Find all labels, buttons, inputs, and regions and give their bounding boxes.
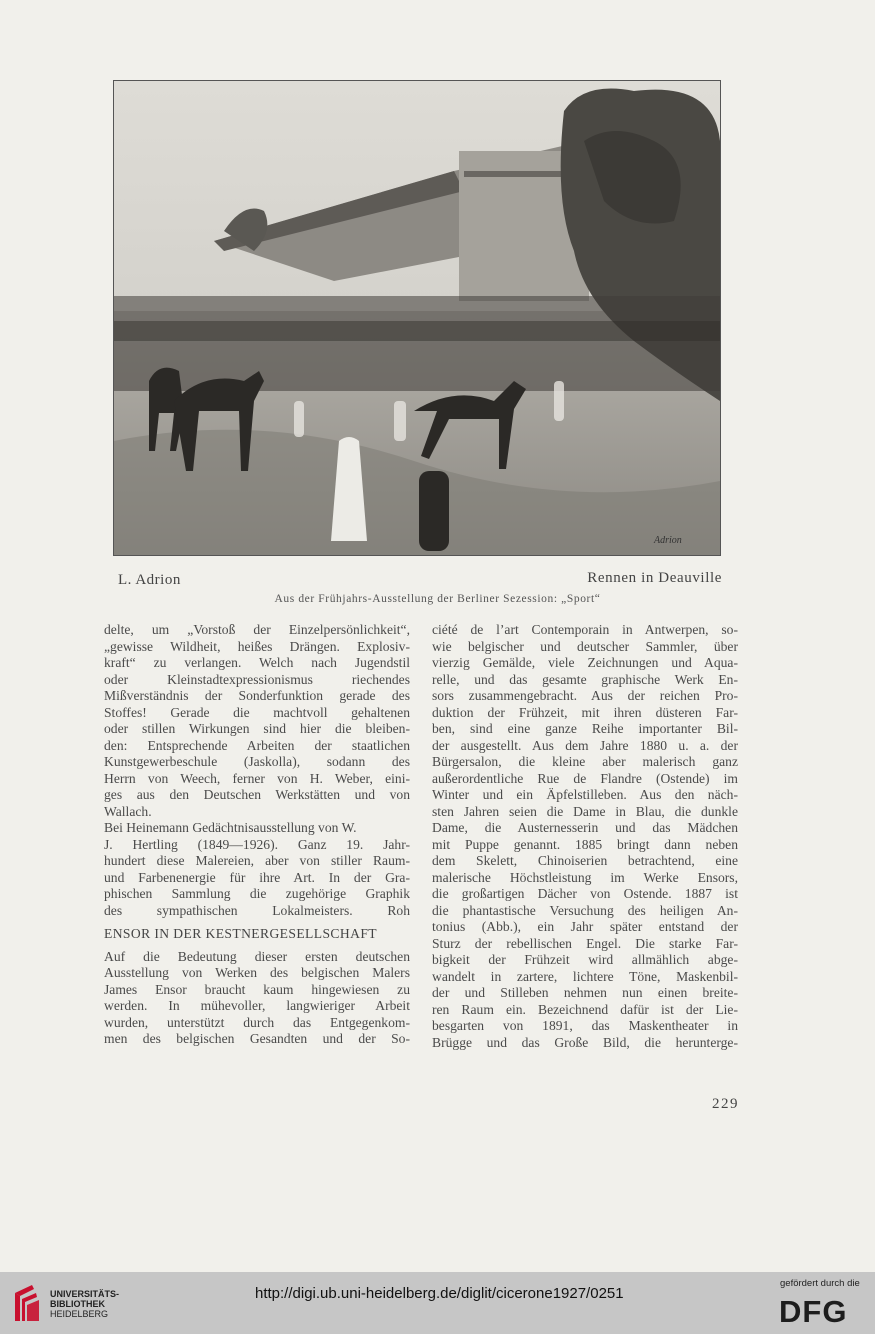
text-line: wurden, unterstützt durch das Entgegenkom- [104, 1014, 410, 1030]
funding-note: gefördert durch die [780, 1278, 860, 1289]
figure-caption: Aus der Frühjahrs-Ausstellung der Berliner Sezession: „Sport“ [274, 593, 601, 605]
text-line: Wallach. [104, 803, 152, 819]
text-line: bigkeit der Frühzeit wird allmählich abge- [432, 952, 738, 967]
permalink-url[interactable]: http://digi.ub.uni-heidelberg.de/diglit/cicerone1927/0251 [255, 1285, 624, 1302]
text-line: und Farbenenergie für ihre Art. In der Gra- [104, 869, 410, 885]
text-line: kraft“ zu verlangen. Welch nach Jugendstil [104, 655, 410, 670]
text-line: James Ensor braucht kaum hingewiesen zu [104, 981, 410, 997]
text-line: malerische Höchstleistung im Werke Ensors, [432, 869, 738, 885]
university-library-logo-icon [12, 1281, 42, 1325]
text-line: hundert diese Malereien, aber von stiller Raum- [104, 853, 410, 868]
text-line: duktion der Frühzeit, mit ihren düsteren Far- [432, 704, 738, 720]
text-line: phischen Sammlung die zugehörige Graphik [104, 886, 410, 901]
viewer-footer [0, 1272, 875, 1334]
text-line: oder stillen Wirkungen sind hier die bleiben- [104, 721, 410, 736]
text-line: „gewisse Wildheit, heißes Drängen. Explosiv- [104, 638, 410, 654]
text-line: delte, um „Vorstoß der Einzelpersönlichkeit“, [104, 622, 410, 637]
text-line: Mißverständnis der Sonderfunktion gerade des [104, 688, 410, 703]
text-line: Herrn von Weech, ferner von H. Weber, eini- [104, 770, 410, 786]
text-line: tonius (Abb.), ein Jahr später entstand der [432, 919, 738, 934]
text-line: Kunstgewerbeschule (Jaskolla), sodann des [104, 754, 410, 769]
section-heading: ENSOR IN DER KESTNERGESELLSCHAFT [104, 926, 377, 941]
text-line: mit Puppe genannt. 1885 bringt dann neben [432, 836, 738, 852]
text-line: wandelt in zartere, lichtere Töne, Maskenbil- [432, 968, 738, 984]
text-line: außerordentliche Rue de Flandre (Ostende) im [432, 770, 738, 786]
text-line: werden. In mühevoller, langwieriger Arbeit [104, 998, 410, 1013]
text-line: wie belgischer und deutscher Sammler, über [432, 638, 738, 654]
text-line: relle, und das gesamte graphische Werk En- [432, 671, 738, 687]
text-line: den: Entsprechende Arbeiten der staatlichen [104, 737, 410, 753]
dfg-logo: DFG [779, 1294, 848, 1329]
library-name: UNIVERSITÄTS- BIBLIOTHEK HEIDELBERG [50, 1289, 120, 1319]
text-line: dem Skelett, Chinoiserien betrachtend, eine [432, 853, 738, 868]
page-number: 229 [712, 1096, 739, 1112]
svg-text:Adrion: Adrion [654, 535, 682, 546]
text-line: Stoffes! Gerade die machtvoll gehaltenen [104, 704, 410, 720]
text-line: sors zusammengebracht. Aus der reichen Pro- [432, 688, 738, 703]
text-line: ben, sind eine ganze Reihe importanter Bil- [432, 721, 738, 736]
text-line: Auf die Bedeutung dieser ersten deutschen [104, 948, 410, 964]
text-column-left [104, 622, 410, 1048]
text-line: Winter und ein Äpfelstilleben. Aus den näch- [432, 787, 738, 802]
text-line: oder Kleinstadtexpressionismus riechendes [104, 671, 410, 687]
text-column-right [432, 622, 738, 1051]
text-line: Dame, die Austernesserin und das Mädchen [432, 820, 738, 835]
text-line: men des belgischen Gesandten und der So- [104, 1031, 410, 1046]
racecourse-painting [113, 80, 721, 556]
text-line: die phantastische Versuchung des heiligen An- [432, 902, 738, 918]
artwork-title: Rennen in Deauville [587, 570, 722, 586]
text-line: J. Hertling (1849—1926). Ganz 19. Jahr- [104, 836, 410, 852]
text-line: sten Jahren seien die Dame in Blau, die dunkle [432, 803, 738, 819]
text-line: ren Raum ein. Bezeichnend dafür ist der Lie- [432, 1001, 738, 1017]
text-line: vierzig Gemälde, viele Zeichnungen und Aqua- [432, 655, 738, 670]
text-line: Sturz der rebellischen Engel. Die starke Far- [432, 935, 738, 951]
text-line: des sympathischen Lokalmeisters. Roh [104, 902, 410, 918]
text-line: Ausstellung von Werken des belgischen Malers [104, 965, 410, 980]
text-line: Brügge und das Große Bild, die herunterge- [432, 1034, 738, 1050]
text-line: die großartigen Dächer von Ostende. 1887 ist [432, 886, 738, 901]
artist-name: L. Adrion [118, 572, 181, 588]
text-line: Bei Heinemann Gedächtnisausstellung von W. [104, 820, 357, 835]
text-line: der und Stilleben nehmen nun einen breite- [432, 985, 738, 1000]
text-line: ges aus den Deutschen Werkstätten und von [104, 787, 410, 802]
text-line: Bürgersalon, die kleine aber malerisch ganz [432, 754, 738, 769]
text-line: der ausgestellt. Aus dem Jahre 1880 u. a. der [432, 737, 738, 753]
text-line: ciété de l’art Contemporain in Antwerpen, so- [432, 622, 738, 637]
text-line: besgarten von 1891, das Maskentheater in [432, 1018, 738, 1033]
